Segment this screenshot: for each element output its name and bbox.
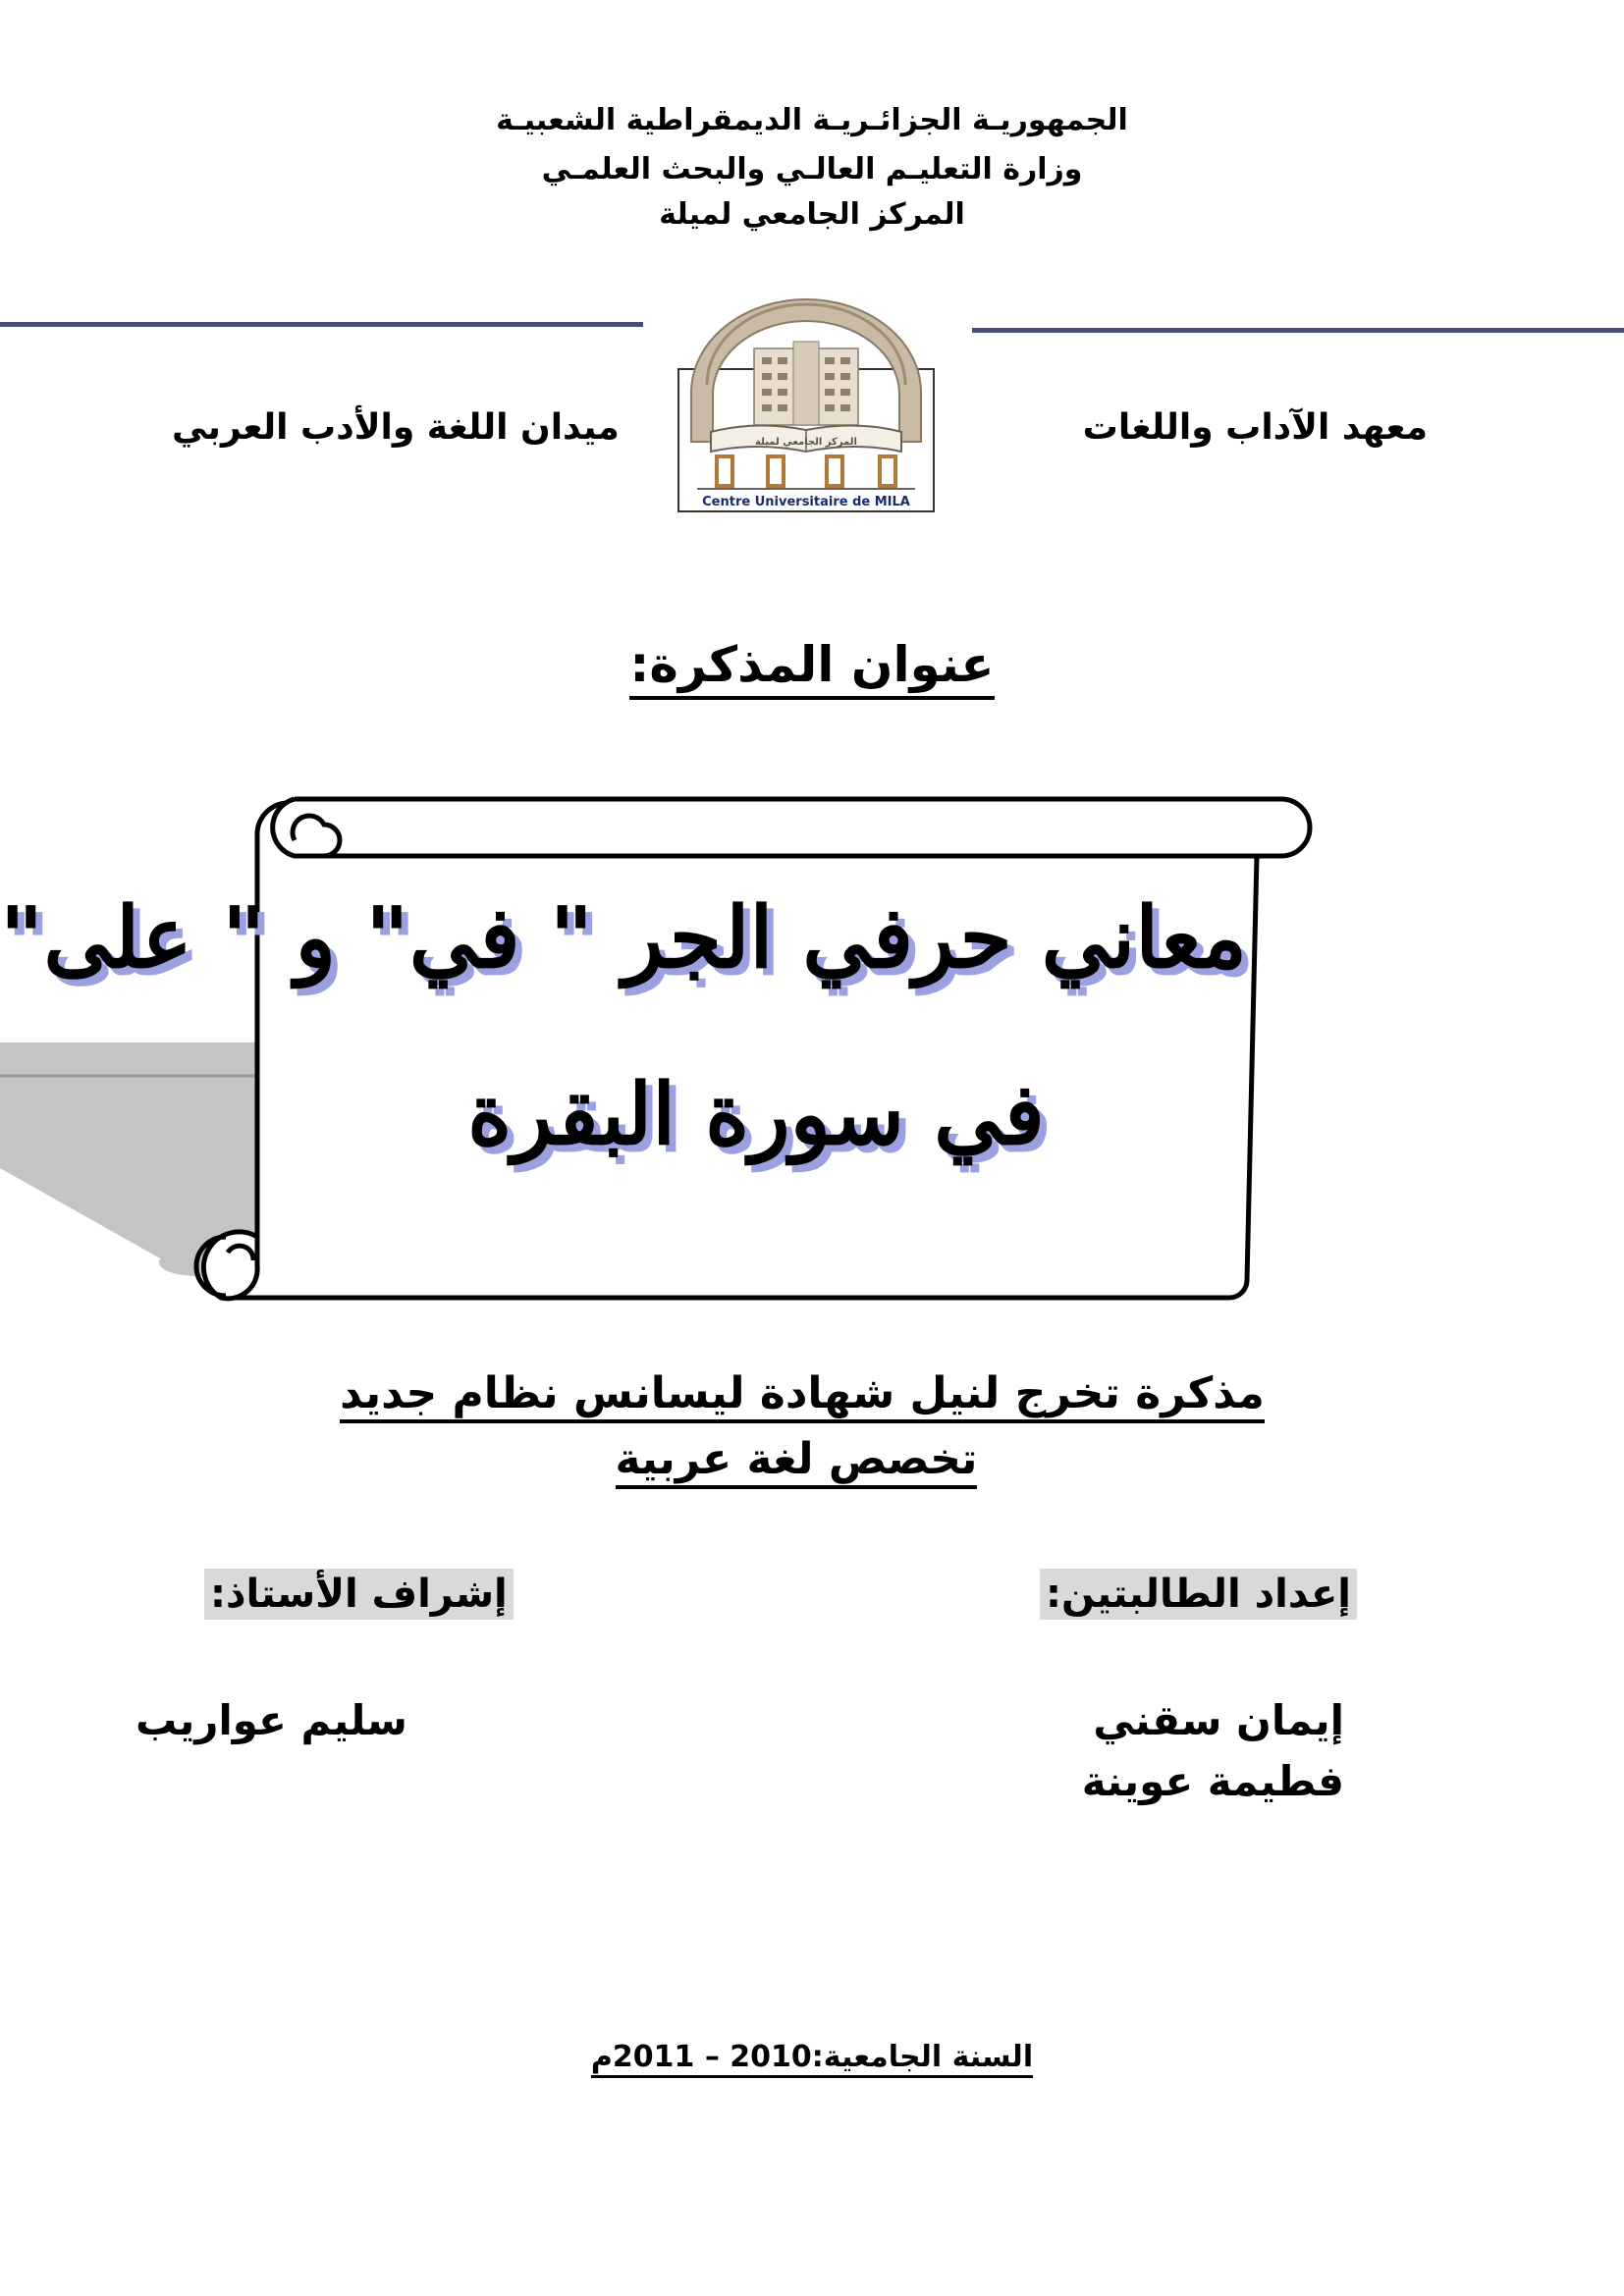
academic-year [0, 2040, 1624, 2078]
header-republic: الجمهوريـة الجزائـريـة الديمقراطية الشعبيـة [496, 103, 1128, 137]
supervisor-name: سليم عواريب [135, 1696, 407, 1744]
student-name-1: إيمان سقني [1093, 1696, 1344, 1744]
student-name-2: فطيمة عوينة [1081, 1757, 1344, 1805]
logo-caption: Centre Universitaire de MILA [702, 495, 910, 509]
institute-label: معهد الآداب واللغات [1082, 407, 1428, 448]
supervisor-label: إشراف الأستاذ: [204, 1569, 514, 1620]
degree-line-1-text: مذكرة تخرج لنيل شهادة ليسانس نظام جديد [340, 1369, 1265, 1423]
title-scroll [0, 785, 1624, 1315]
field-label: ميدان اللغة والأدب العربي [172, 407, 620, 448]
header-rule-right [972, 328, 1624, 333]
memo-heading-text: عنوان المذكرة: [629, 638, 994, 700]
degree-line-1 [0, 1369, 1614, 1423]
university-logo [677, 294, 935, 512]
students-label: إعداد الطالبتين: [1040, 1569, 1357, 1620]
degree-line-2-text: تخصص لغة عربية [616, 1435, 978, 1489]
header-center: المركز الجامعي لميلة [659, 197, 965, 232]
logo-banner-text: المركز الجامعي لميلة [755, 437, 857, 448]
header-rule-left [0, 322, 643, 327]
degree-line-2 [0, 1435, 1608, 1489]
title-line-1: معاني حرفي الجر " في" و " على" [0, 888, 1247, 988]
title-line-2: في سورة البقرة [467, 1065, 1045, 1164]
university-logo-image [677, 294, 935, 512]
academic-year-text: السنة الجامعية:2010 – 2011م [591, 2040, 1033, 2078]
memo-heading [0, 638, 1624, 700]
header-ministry: وزارة التعليـم العالـي والبحث العلمـي [541, 152, 1083, 187]
